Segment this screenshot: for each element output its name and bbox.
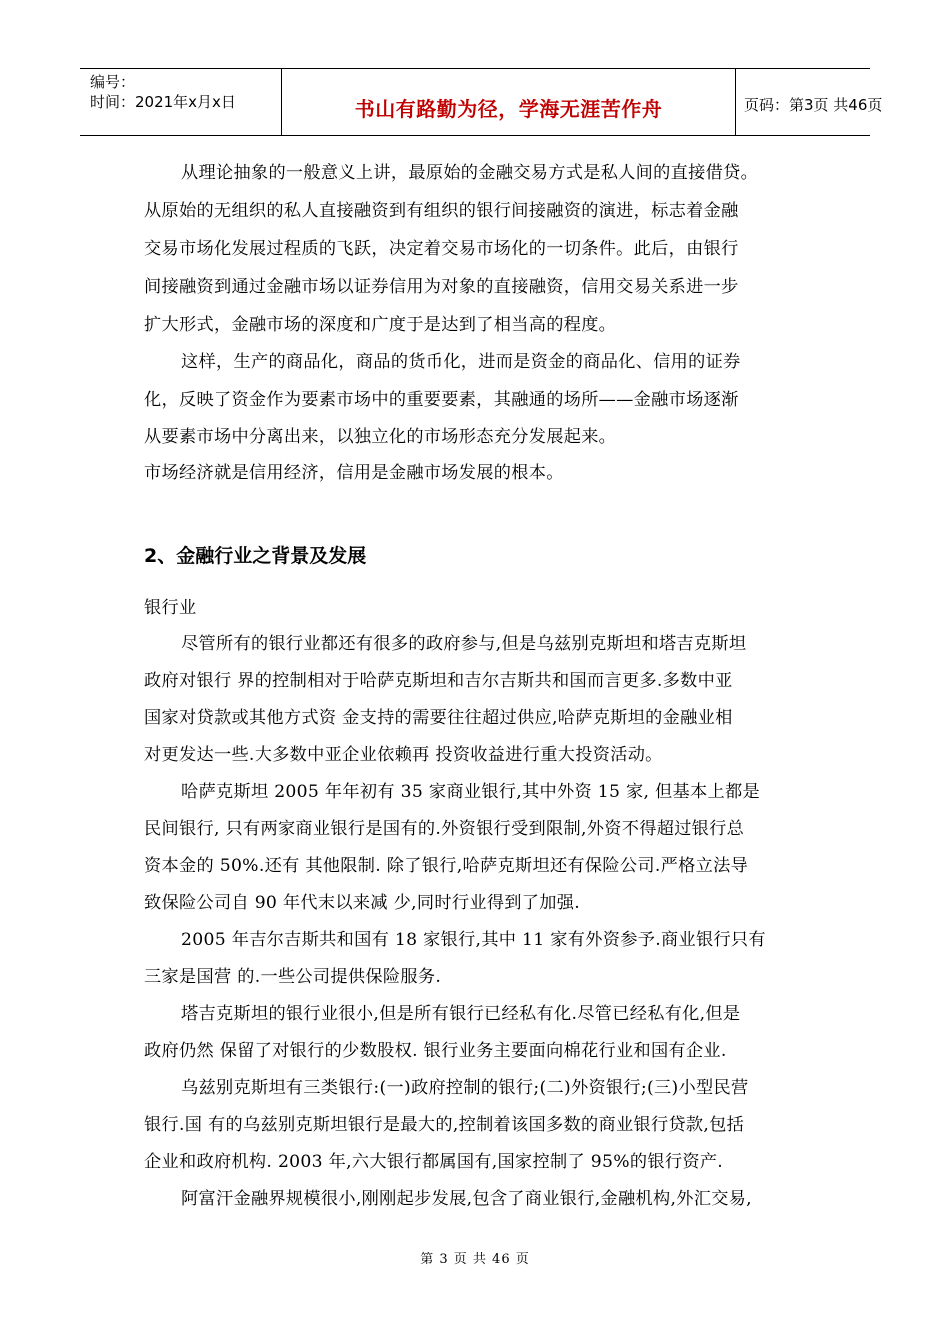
subsection-title: 银行业 (144, 598, 197, 618)
body-line: 从原始的无组织的私人直接融资到有组织的银行间接融资的演进，标志着金融 (144, 201, 739, 221)
body-line: 民间银行, 只有两家商业银行是国有的.外资银行受到限制,外资不得超过银行总 (144, 819, 745, 839)
body-line: 哈萨克斯坦 2005 年年初有 35 家商业银行,其中外资 15 家, 但基本上都是 (181, 782, 760, 802)
body-line: 从理论抽象的一般意义上讲，最原始的金融交易方式是私人间的直接借贷。 (181, 163, 759, 183)
body-line: 2005 年吉尔吉斯共和国有 18 家银行,其中 11 家有外资参予.商业银行只有 (181, 930, 766, 950)
document-date-label: 时间：2021年x月x日 (90, 93, 236, 111)
page-header (80, 68, 883, 136)
body-line: 企业和政府机构. 2003 年,六大银行都属国有,国家控制了 95%的银行资产. (144, 1152, 724, 1172)
body-line: 交易市场化发展过程质的飞跃，决定着交易市场化的一切条件。此后，由银行 (144, 239, 739, 259)
body-line: 从要素市场中分离出来，以独立化的市场形态充分发展起来。 (144, 427, 617, 447)
body-line: 间接融资到通过金融市场以证券信用为对象的直接融资，信用交易关系进一步 (144, 277, 739, 297)
header-meta (80, 69, 281, 135)
body-line: 乌兹别克斯坦有三类银行:(一)政府控制的银行;(二)外资银行;(三)小型民营 (181, 1078, 749, 1098)
body-line: 化，反映了资金作为要素市场中的重要要素，其融通的场所——金融市场逐渐 (144, 390, 739, 410)
header-motto-cell (281, 69, 736, 135)
section-heading: 2、金融行业之背景及发展 (144, 545, 367, 567)
header-page-number: 页码：第3页 共46页 (744, 96, 883, 114)
body-line: 银行.国 有的乌兹别克斯坦银行是最大的,控制着该国多数的商业银行贷款,包括 (144, 1115, 745, 1135)
body-line: 资本金的 50%.还有 其他限制. 除了银行,哈萨克斯坦还有保险公司.严格立法导 (144, 856, 749, 876)
header-motto: 书山有路勤为径，学海无涯苦作舟 (354, 97, 663, 121)
body-line: 致保险公司自 90 年代末以来减 少,同时行业得到了加强. (144, 893, 581, 913)
body-line: 市场经济就是信用经济，信用是金融市场发展的根本。 (144, 463, 564, 483)
body-line: 塔吉克斯坦的银行业很小,但是所有银行已经私有化.尽管已经私有化,但是 (181, 1004, 741, 1024)
body-line: 政府对银行 界的控制相对于哈萨克斯坦和吉尔吉斯共和国而言更多.多数中亚 (144, 671, 733, 691)
body-line: 三家是国营 的.一些公司提供保险服务. (144, 967, 442, 987)
page-footer: 第 3 页 共 46 页 (420, 1252, 530, 1267)
header-page-cell (736, 69, 883, 135)
document-number-label: 编号： (90, 73, 136, 91)
body-line: 这样，生产的商品化，商品的货币化，进而是资金的商品化、信用的证券 (181, 352, 741, 372)
body-line: 阿富汗金融界规模很小,刚刚起步发展,包含了商业银行,金融机构,外汇交易, (181, 1189, 752, 1209)
body-line: 扩大形式，金融市场的深度和广度于是达到了相当高的程度。 (144, 315, 617, 335)
body-line: 对更发达一些.大多数中亚企业依赖再 投资收益进行重大投资活动。 (144, 745, 663, 765)
body-line: 国家对贷款或其他方式资 金支持的需要往往超过供应,哈萨克斯坦的金融业相 (144, 708, 733, 728)
body-line: 尽管所有的银行业都还有很多的政府参与,但是乌兹别克斯坦和塔吉克斯坦 (181, 634, 747, 654)
body-line: 政府仍然 保留了对银行的少数股权. 银行业务主要面向棉花行业和国有企业. (144, 1041, 727, 1061)
